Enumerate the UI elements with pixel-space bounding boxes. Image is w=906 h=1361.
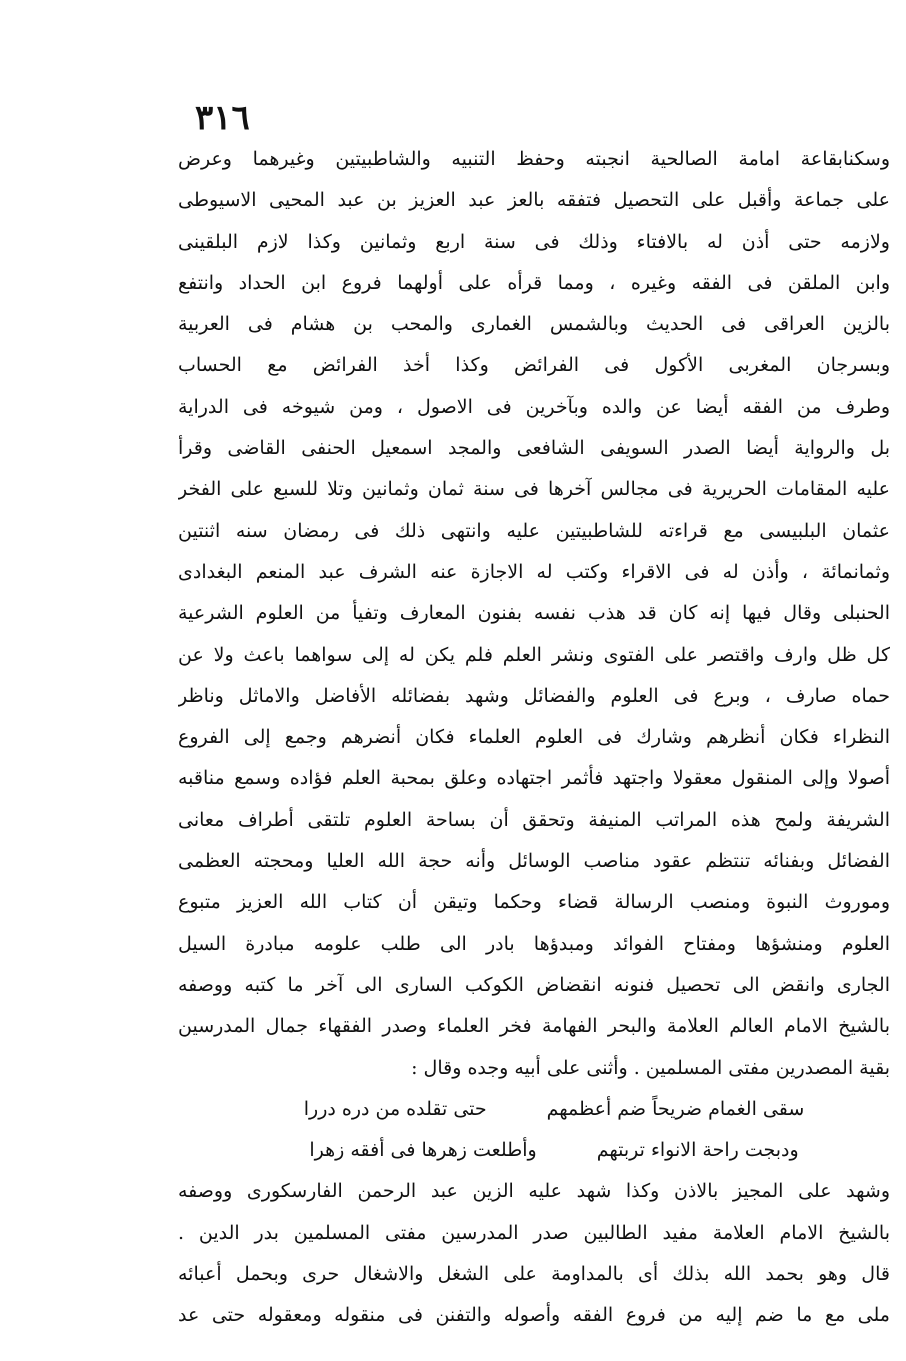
text-line: العلوم ومنشؤها ومفتاح الفوائد ومبدؤها بادر الى طلب علومه مبادرة السيل	[178, 932, 890, 955]
text-line: وموروث النبوة ومنصب الرسالة قضاء وحكما وتيقن أن كتاب الله العزيز متبوع	[178, 891, 890, 914]
text-line: الفضائل وبفنائه تنتظم عقود مناصب الوسائل وأنه حجة الله العليا ومحجته العظمى	[178, 850, 890, 873]
text-line: بل والرواية أيضا الصدر السويفى الشافعى والمجد اسمعيل الحنفى القاضى وقرأ	[178, 437, 890, 460]
text-line: كل ظل وارف واقتصر على الفتوى ونشر العلم فلم يكن له إلى سواهما باعث ولا عن	[178, 643, 890, 666]
text-line: وطرف من الفقه أيضا عن والده وبآخرين فى الاصول ، ومن شيوخه فى الدراية	[178, 395, 890, 418]
text-line: بالزين العراقى فى الحديث وبالشمس الغمارى والمحب بن هشام فى العربية	[178, 313, 890, 336]
text-line: وشهد على المجيز بالاذن وكذا شهد عليه الزين عبد الرحمن الفارسكورى ووصفه	[178, 1180, 890, 1203]
text-line: بقية المصدرين مفتى المسلمين . وأثنى على أبيه وجده وقال :	[411, 1056, 890, 1079]
text-line: وبسرجان المغربى الأكول فى الفرائض وكذا أخذ الفرائض مع الحساب	[178, 354, 890, 377]
text-line: عثمان البلبيسى مع قراءته للشاطبيتين عليه وانتهى ذلك فى رمضان سنه اثنتين	[178, 519, 890, 542]
text-line: حماه صارف ، وبرع فى العلوم والفضائل وشهد بفضائله الأفاضل والاماثل وناظر	[178, 684, 890, 707]
poem-verse	[178, 1089, 890, 1130]
text-line: قال وهو بحمد الله بذلك أى بالمداومة على الشغل والاشغال حرى وبحمل أعبائه	[178, 1263, 890, 1286]
text-line: وثمانمائة ، وأذن له فى الاقراء وكتب له الاجازة عنه الشرف عبد المنعم البغدادى	[178, 560, 890, 583]
verse-second-hemistich: حتى تقلده من دره دررا	[303, 1097, 487, 1120]
text-line: بالشيخ الامام العلامة مفيد الطالبين صدر المدرسين مفتى المسلمين بدر الدين .	[178, 1221, 890, 1244]
text-line: عليه المقامات الحريرية فى مجالس آخرها فى سنة ثمان وثمانين وتلا للسبع على الفخر	[178, 478, 890, 501]
main-text	[178, 139, 890, 1337]
text-line: وابن الملقن فى الفقه وغيره ، ومما قرأه على أولهما فروع ابن الحداد وانتفع	[178, 271, 890, 294]
text-line: على جماعة وأقبل على التحصيل فتفقه بالعز عبد العزيز بن عبد المحيى الاسيوطى	[178, 189, 890, 212]
text-line: الجارى وانقض الى تحصيل فنونه انقضاض الكوكب السارى الى آخر ما كتبه ووصفه	[178, 973, 890, 996]
text-line: ولازمه حتى أذن له بالافتاء وذلك فى سنة اربع وثمانين وكذا لازم البلقينى	[178, 230, 890, 253]
text-line: ملى مع ما ضم إليه من فروع الفقه وأصوله والتفنن فى منقوله ومعقوله حتى عد	[178, 1304, 890, 1327]
poem-verse	[178, 1130, 890, 1171]
verse-first-hemistich: سقى الغمام ضريحاً ضم أعظمهم	[546, 1097, 805, 1120]
text-line: بالشيخ الامام العالم العلامة والبحر الفهامة فخر العلماء وصدر الفقهاء جمال المدرسين	[178, 1015, 890, 1038]
text-line: الحنبلى وقال فيها إنه كان قد هذب نفسه بفنون المعارف وتفيأ من العلوم الشرعية	[178, 602, 890, 625]
verse-first-hemistich: ودبجت راحة الانواء تربتهم	[596, 1139, 799, 1162]
text-line: الشريفة ولمح هذه المراتب المنيفة وتحقق أن بساحة العلوم تلتقى أطراف معانى	[178, 808, 890, 831]
verse-second-hemistich: وأطلعت زهرها فى أفقه زهرا	[309, 1139, 537, 1162]
page-number: ٣١٦	[195, 98, 250, 138]
text-line: أصولا وإلى المنقول معقولا واجتهد فأثمر اجتهاده وعلق بمحبة العلم فؤاده وسمع مناقبه	[178, 767, 890, 790]
text-line: النظراء فكان أنظرهم وشارك فى العلوم العلماء فكان أنضرهم وجمع إلى الفروع	[178, 726, 890, 749]
text-line: وسكنابقاعة امامة الصالحية انجبته وحفظ التنبيه والشاطبيتين وغيرهما وعرض	[178, 148, 890, 170]
